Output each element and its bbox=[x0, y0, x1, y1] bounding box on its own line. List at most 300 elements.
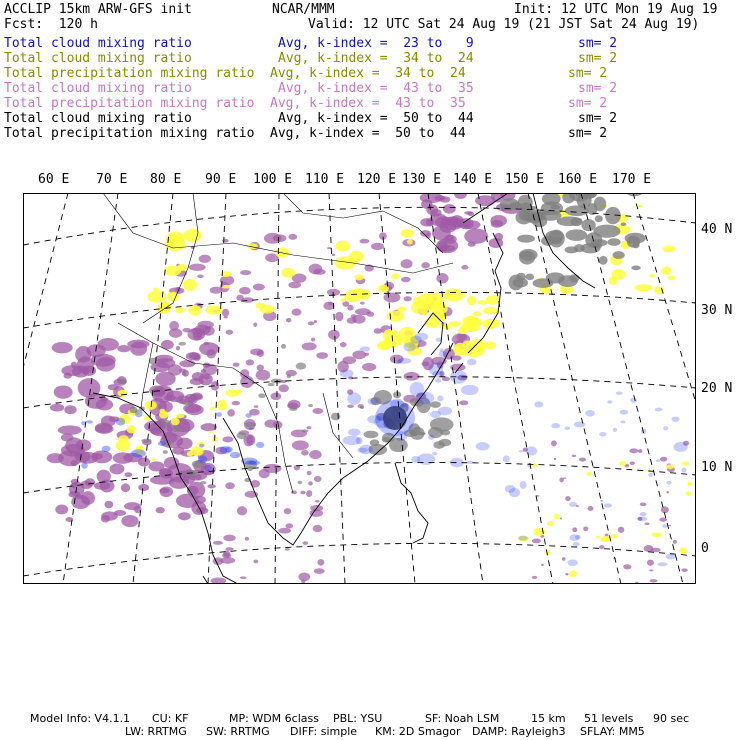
blue-field-patch bbox=[607, 400, 612, 403]
yellow-field-patch bbox=[400, 229, 414, 238]
blue-field-patch bbox=[428, 363, 443, 376]
yellow-field-patch bbox=[686, 491, 691, 496]
blue-field-patch bbox=[657, 562, 667, 566]
blue-field-patch bbox=[411, 456, 420, 463]
blue-field-patch bbox=[503, 456, 510, 463]
purple-field-patch bbox=[210, 287, 222, 294]
yellow-field-patch bbox=[443, 289, 465, 302]
gray-field-patch bbox=[182, 401, 192, 405]
purple-field-patch bbox=[371, 243, 384, 250]
gray-field-patch bbox=[237, 432, 247, 439]
gray-field-patch bbox=[258, 393, 266, 398]
purple-field-patch bbox=[278, 528, 291, 534]
purple-field-patch bbox=[55, 504, 68, 514]
legend-field: Total cloud mixing ratio bbox=[4, 81, 192, 96]
yellow-field-patch bbox=[612, 269, 626, 279]
purple-field-patch bbox=[359, 239, 369, 244]
lon-label: 140 E bbox=[453, 172, 493, 187]
legend-stat: Avg, k-index = 50 to 44 bbox=[270, 126, 466, 141]
purple-field-patch bbox=[207, 349, 216, 358]
lon-label: 170 E bbox=[612, 172, 652, 187]
lon-label: 80 E bbox=[150, 172, 182, 187]
purple-field-patch bbox=[225, 482, 234, 489]
purple-field-patch bbox=[189, 264, 206, 271]
model-version: Model Info: V4.1.1 bbox=[30, 712, 131, 725]
yellow-field-patch bbox=[687, 482, 692, 485]
blue-field-patch bbox=[630, 398, 637, 403]
yellow-field-patch bbox=[611, 534, 618, 538]
purple-field-patch bbox=[104, 501, 113, 508]
gray-field-patch bbox=[297, 481, 302, 484]
purple-field-patch bbox=[554, 458, 557, 460]
purple-field-patch bbox=[404, 372, 420, 381]
gray-field-patch bbox=[566, 229, 588, 241]
purple-field-patch bbox=[253, 284, 265, 291]
gray-field-patch bbox=[539, 211, 562, 221]
purple-field-patch bbox=[82, 366, 96, 376]
purple-field-patch bbox=[190, 378, 204, 385]
purple-field-patch bbox=[50, 404, 64, 412]
yellow-field-patch bbox=[177, 264, 187, 271]
yellow-field-patch bbox=[175, 307, 185, 313]
purple-field-patch bbox=[222, 436, 233, 442]
blue-field-patch bbox=[620, 420, 625, 423]
purple-field-patch bbox=[618, 527, 625, 533]
blue-field-patch bbox=[245, 413, 251, 418]
purple-field-patch bbox=[279, 384, 289, 392]
yellow-field-patch bbox=[384, 336, 402, 348]
blue-field-patch bbox=[638, 517, 647, 522]
pbl-scheme: PBL: YSU bbox=[333, 712, 383, 725]
purple-field-patch bbox=[461, 265, 468, 270]
purple-field-patch bbox=[355, 308, 371, 315]
purple-field-patch bbox=[468, 242, 476, 247]
yellow-field-patch bbox=[619, 461, 626, 466]
gray-field-patch bbox=[438, 439, 451, 447]
purple-field-patch bbox=[316, 352, 328, 359]
purple-field-patch bbox=[197, 275, 204, 279]
purple-field-patch bbox=[256, 370, 271, 381]
purple-field-patch bbox=[352, 350, 366, 359]
gray-field-patch bbox=[607, 238, 620, 246]
blue-field-patch bbox=[428, 435, 435, 440]
blue-field-patch bbox=[225, 447, 233, 453]
gray-field-patch bbox=[581, 219, 595, 231]
purple-field-patch bbox=[95, 423, 112, 433]
purple-field-patch bbox=[323, 302, 334, 310]
lat-label: 40 N bbox=[701, 222, 733, 237]
blue-field-patch bbox=[671, 416, 679, 421]
purple-field-patch bbox=[232, 401, 241, 406]
purple-field-patch bbox=[599, 545, 604, 549]
yellow-field-patch bbox=[483, 307, 499, 314]
gray-field-patch bbox=[632, 243, 639, 248]
purple-field-patch bbox=[117, 345, 130, 352]
purple-field-patch bbox=[660, 457, 667, 462]
legend-field: Total cloud mixing ratio bbox=[4, 36, 192, 51]
eddy-coefficient-option: KM: 2D Smagor bbox=[375, 725, 461, 738]
purple-field-patch bbox=[223, 535, 235, 542]
legend-smoothing: sm= 2 bbox=[578, 81, 618, 96]
legend-field: Total precipitation mixing ratio bbox=[4, 66, 255, 81]
blue-field-patch bbox=[574, 422, 586, 428]
purple-field-patch bbox=[292, 440, 309, 450]
purple-field-patch bbox=[225, 547, 233, 551]
blue-field-patch bbox=[585, 410, 595, 417]
blue-field-patch bbox=[102, 446, 111, 452]
blue-field-patch bbox=[367, 398, 378, 405]
blue-field-patch bbox=[135, 410, 142, 418]
purple-field-patch bbox=[286, 318, 292, 323]
shortwave-scheme: SW: RRTMG bbox=[206, 725, 270, 738]
purple-field-patch bbox=[270, 393, 281, 401]
yellow-field-patch bbox=[465, 317, 482, 327]
time-step: 90 sec bbox=[653, 712, 690, 725]
purple-field-patch bbox=[650, 579, 658, 582]
purple-field-patch bbox=[565, 573, 568, 576]
forecast-map bbox=[23, 193, 696, 584]
yellow-field-patch bbox=[485, 341, 496, 349]
blue-field-patch bbox=[655, 408, 663, 412]
gray-field-patch bbox=[515, 211, 532, 225]
purple-field-patch bbox=[623, 564, 631, 569]
gray-field-patch bbox=[599, 256, 608, 265]
purple-field-patch bbox=[362, 363, 376, 371]
blue-field-patch bbox=[573, 542, 580, 546]
purple-field-patch bbox=[442, 377, 450, 382]
purple-field-patch bbox=[532, 539, 541, 544]
purple-field-patch bbox=[81, 491, 95, 505]
legend-smoothing: sm= 2 bbox=[568, 96, 608, 111]
yellow-field-patch bbox=[354, 274, 364, 280]
gray-field-patch bbox=[289, 408, 297, 411]
blue-field-patch bbox=[565, 426, 570, 430]
gray-field-patch bbox=[308, 404, 313, 407]
purple-field-patch bbox=[182, 372, 186, 376]
purple-field-patch bbox=[97, 470, 111, 483]
blue-field-patch bbox=[204, 465, 211, 471]
purple-field-patch bbox=[197, 321, 213, 329]
blue-field-patch bbox=[248, 461, 260, 466]
purple-field-patch bbox=[182, 328, 190, 333]
purple-field-patch bbox=[109, 464, 124, 475]
gray-field-patch bbox=[184, 471, 197, 477]
purple-field-patch bbox=[284, 508, 291, 514]
yellow-field-patch bbox=[188, 305, 201, 316]
purple-field-patch bbox=[285, 548, 290, 550]
legend-smoothing: sm= 2 bbox=[578, 51, 618, 66]
yellow-field-patch bbox=[650, 274, 655, 278]
legend-stat: Avg, k-index = 34 to 24 bbox=[270, 66, 466, 81]
blue-field-patch bbox=[534, 401, 543, 407]
purple-field-patch bbox=[668, 525, 671, 526]
yellow-field-patch bbox=[183, 229, 201, 242]
purple-field-patch bbox=[227, 409, 234, 416]
blue-field-patch bbox=[356, 437, 363, 444]
purple-field-patch bbox=[443, 204, 456, 214]
blue-field-patch bbox=[526, 446, 537, 455]
yellow-field-patch bbox=[473, 311, 481, 316]
gray-field-patch bbox=[631, 266, 641, 271]
yellow-field-patch bbox=[454, 347, 460, 353]
purple-field-patch bbox=[226, 330, 234, 335]
gray-field-patch bbox=[179, 342, 186, 346]
purple-field-patch bbox=[458, 218, 474, 229]
gray-field-patch bbox=[517, 235, 535, 243]
yellow-field-patch bbox=[417, 294, 434, 305]
yellow-field-patch bbox=[190, 446, 203, 456]
purple-field-patch bbox=[127, 340, 149, 349]
purple-field-patch bbox=[285, 523, 293, 528]
gray-field-patch bbox=[301, 429, 308, 432]
purple-field-patch bbox=[464, 229, 488, 244]
purple-field-patch bbox=[335, 312, 343, 322]
yellow-field-patch bbox=[235, 390, 242, 394]
purple-field-patch bbox=[314, 568, 325, 574]
legend-stat: Avg, k-index = 50 to 44 bbox=[278, 111, 474, 126]
purple-field-patch bbox=[300, 491, 305, 495]
blue-field-patch bbox=[519, 450, 525, 452]
purple-field-patch bbox=[64, 405, 76, 414]
gray-field-patch bbox=[410, 427, 424, 440]
blue-field-patch bbox=[340, 369, 354, 377]
purple-field-patch bbox=[160, 434, 183, 448]
plot-title: ACCLIP 15km ARW-GFS init bbox=[4, 2, 192, 17]
lon-label: 120 E bbox=[357, 172, 397, 187]
blue-field-patch bbox=[616, 391, 623, 394]
purple-field-patch bbox=[302, 343, 317, 351]
purple-field-patch bbox=[317, 559, 324, 565]
purple-field-patch bbox=[152, 388, 166, 397]
yellow-field-patch bbox=[486, 295, 499, 305]
blue-field-patch bbox=[604, 503, 612, 507]
gray-field-patch bbox=[509, 202, 521, 208]
longwave-scheme: LW: RRTMG bbox=[125, 725, 187, 738]
lon-label: 90 E bbox=[205, 172, 237, 187]
purple-field-patch bbox=[156, 507, 165, 513]
purple-field-patch bbox=[401, 277, 411, 282]
yellow-field-patch bbox=[183, 279, 198, 291]
legend-smoothing: sm= 2 bbox=[568, 66, 608, 81]
blue-field-patch bbox=[641, 429, 646, 435]
purple-field-patch bbox=[456, 334, 467, 341]
purple-field-patch bbox=[437, 241, 448, 253]
yellow-field-patch bbox=[150, 458, 155, 460]
purple-field-patch bbox=[242, 297, 254, 303]
yellow-field-patch bbox=[635, 284, 653, 291]
gray-field-patch bbox=[565, 246, 579, 253]
purple-field-patch bbox=[233, 362, 240, 366]
blue-field-patch bbox=[347, 392, 361, 404]
blue-field-patch bbox=[437, 395, 443, 401]
blue-field-patch bbox=[248, 428, 254, 430]
purple-field-patch bbox=[327, 247, 331, 249]
yellow-field-patch bbox=[116, 440, 131, 451]
blue-field-patch bbox=[551, 423, 560, 428]
yellow-field-patch bbox=[147, 291, 166, 303]
gray-field-patch bbox=[172, 427, 180, 432]
purple-field-patch bbox=[588, 506, 594, 511]
purple-field-patch bbox=[189, 352, 199, 359]
yellow-field-patch bbox=[554, 514, 560, 519]
blue-field-patch bbox=[357, 448, 368, 453]
purple-field-patch bbox=[308, 321, 315, 325]
purple-field-patch bbox=[224, 316, 228, 318]
gray-field-patch bbox=[430, 401, 441, 408]
blue-field-patch bbox=[432, 452, 437, 455]
yellow-field-patch bbox=[391, 273, 399, 279]
purple-field-patch bbox=[150, 475, 175, 484]
legend-smoothing: sm= 2 bbox=[578, 111, 618, 126]
purple-field-patch bbox=[176, 346, 180, 351]
gray-field-patch bbox=[430, 417, 454, 431]
purple-field-patch bbox=[292, 308, 302, 315]
blue-field-patch bbox=[468, 460, 474, 464]
purple-field-patch bbox=[661, 506, 669, 513]
legend-stat: Avg, k-index = 43 to 35 bbox=[278, 81, 474, 96]
yellow-field-patch bbox=[586, 472, 591, 476]
purple-field-patch bbox=[436, 273, 448, 284]
purple-field-patch bbox=[85, 478, 95, 486]
blue-field-patch bbox=[518, 536, 528, 541]
gray-field-patch bbox=[281, 344, 286, 349]
yellow-field-patch bbox=[146, 404, 152, 407]
purple-field-patch bbox=[121, 483, 130, 492]
legend-smoothing: sm= 2 bbox=[578, 36, 618, 51]
yellow-field-patch bbox=[668, 276, 676, 281]
purple-field-patch bbox=[328, 330, 340, 340]
yellow-field-patch bbox=[460, 348, 476, 355]
purple-field-patch bbox=[532, 576, 538, 579]
purple-field-patch bbox=[311, 337, 315, 341]
purple-field-patch bbox=[222, 309, 230, 317]
purple-field-patch bbox=[464, 211, 472, 214]
purple-field-patch bbox=[673, 540, 677, 544]
blue-field-patch bbox=[230, 452, 241, 458]
yellow-field-patch bbox=[127, 425, 136, 433]
blue-field-patch bbox=[505, 485, 515, 493]
purple-field-patch bbox=[313, 525, 323, 532]
purple-field-patch bbox=[288, 234, 297, 240]
yellow-field-patch bbox=[340, 298, 346, 302]
yellow-field-patch bbox=[281, 268, 295, 278]
purple-field-patch bbox=[579, 457, 586, 461]
gray-field-patch bbox=[542, 193, 561, 205]
gray-field-patch bbox=[565, 205, 589, 216]
purple-field-patch bbox=[200, 423, 216, 431]
purple-field-patch bbox=[630, 462, 635, 465]
purple-field-patch bbox=[314, 476, 322, 482]
purple-field-patch bbox=[124, 472, 132, 477]
yellow-field-patch bbox=[638, 205, 643, 207]
purple-field-patch bbox=[308, 481, 313, 485]
purple-field-patch bbox=[358, 404, 364, 408]
purple-field-patch bbox=[222, 239, 228, 243]
purple-field-patch bbox=[644, 545, 654, 552]
purple-field-patch bbox=[52, 342, 73, 353]
purple-field-patch bbox=[583, 527, 588, 532]
purple-field-patch bbox=[179, 360, 195, 367]
purple-field-patch bbox=[138, 484, 149, 491]
purple-field-patch bbox=[404, 296, 412, 301]
damping-option: DAMP: Rayleigh3 bbox=[472, 725, 566, 738]
purple-field-patch bbox=[246, 359, 255, 365]
blue-field-patch bbox=[86, 420, 93, 423]
blue-field-patch bbox=[575, 535, 581, 539]
purple-field-patch bbox=[600, 500, 602, 502]
yellow-field-patch bbox=[158, 306, 171, 314]
purple-field-patch bbox=[563, 477, 567, 478]
gray-field-patch bbox=[245, 422, 256, 427]
lon-label: 130 E bbox=[402, 172, 442, 187]
purple-field-patch bbox=[298, 573, 310, 582]
blue-field-patch bbox=[682, 467, 687, 472]
purple-field-patch bbox=[240, 270, 251, 275]
yellow-field-patch bbox=[458, 327, 467, 334]
organization-label: NCAR/MMM bbox=[272, 2, 335, 17]
gray-field-patch bbox=[551, 205, 560, 210]
purple-field-patch bbox=[383, 293, 400, 303]
purple-field-patch bbox=[541, 564, 544, 566]
vertical-levels: 51 levels bbox=[584, 712, 634, 725]
purple-field-patch bbox=[61, 433, 74, 441]
blue-field-patch bbox=[567, 559, 577, 566]
purple-field-patch bbox=[638, 449, 642, 453]
purple-field-patch bbox=[178, 512, 191, 520]
blue-field-patch bbox=[199, 444, 204, 448]
lat-label: 10 N bbox=[701, 460, 733, 475]
purple-field-patch bbox=[211, 577, 227, 583]
gray-field-patch bbox=[200, 481, 206, 484]
purple-field-patch bbox=[199, 255, 211, 263]
lat-label: 0 bbox=[701, 541, 709, 556]
yellow-field-patch bbox=[210, 406, 215, 410]
gray-field-patch bbox=[331, 413, 341, 421]
purple-field-patch bbox=[309, 450, 322, 459]
legend-field: Total precipitation mixing ratio bbox=[4, 126, 255, 141]
blue-field-patch bbox=[461, 385, 479, 395]
yellow-field-patch bbox=[478, 300, 488, 304]
blue-field-patch bbox=[116, 418, 125, 426]
yellow-field-patch bbox=[679, 548, 687, 554]
purple-field-patch bbox=[113, 452, 133, 463]
yellow-field-patch bbox=[117, 390, 127, 397]
gray-field-patch bbox=[141, 439, 151, 443]
yellow-field-patch bbox=[425, 318, 440, 328]
blue-field-patch bbox=[198, 455, 207, 463]
gray-field-patch bbox=[364, 431, 379, 439]
purple-field-patch bbox=[54, 385, 73, 398]
blue-field-patch bbox=[438, 407, 452, 416]
blue-field-patch bbox=[256, 442, 264, 448]
yellow-field-patch bbox=[545, 550, 551, 555]
purple-field-patch bbox=[71, 482, 78, 488]
purple-field-patch bbox=[307, 426, 312, 429]
valid-time: Valid: 12 UTC Sat 24 Aug 19 (21 JST Sat 24 Aug 19) bbox=[308, 17, 700, 32]
blue-field-patch bbox=[158, 441, 166, 446]
purple-field-patch bbox=[649, 569, 653, 571]
purple-field-patch bbox=[273, 234, 287, 242]
purple-field-patch bbox=[237, 506, 247, 515]
blue-field-patch bbox=[520, 481, 527, 489]
legend-field: Total cloud mixing ratio bbox=[4, 51, 192, 66]
blue-field-patch bbox=[467, 359, 477, 366]
purple-field-patch bbox=[168, 364, 182, 375]
purple-field-patch bbox=[185, 405, 203, 416]
diffusion-option: DIFF: simple bbox=[290, 725, 358, 738]
gray-field-patch bbox=[163, 450, 168, 454]
blue-field-patch bbox=[613, 428, 617, 432]
